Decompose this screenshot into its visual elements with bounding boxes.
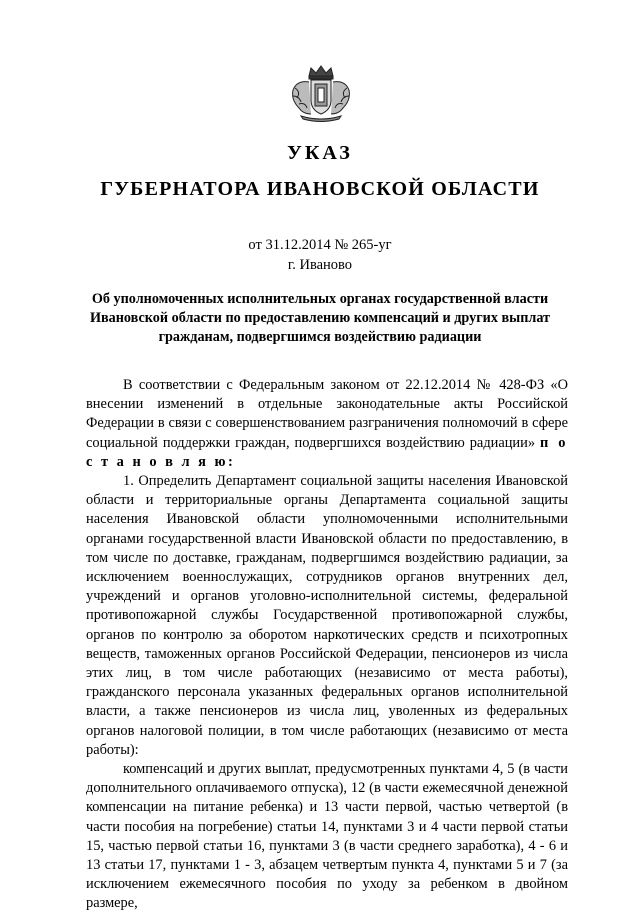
document-body [86,376,568,914]
document-subtitle: ГУБЕРНАТОРА ИВАНОВСКОЙ ОБЛАСТИ [100,178,540,200]
decree-heading: Об уполномоченных исполнительных органах государственной власти Ивановской области по предоставлению компенсаций и других выплат гражданам, подвергшимся воздействию радиации [89,291,551,345]
preamble-text: В соответствии с Федеральным законом от 22.12.2014 № 428-ФЗ «О внесении изменений в отдельные законодательные акты Российской Федерации в связи с совершенствованием разграничения полномочий в сфере социальной поддержки граждан, подвергшихся воздействию радиации» [86,377,568,451]
item-1-paragraph: 1. Определить Департамент социальной защиты населения Ивановской области и территориальные органы Департамента социальной защиты населения Ивановской области уполномоченными исполнительными органами государственной власти Ивановской области по предоставлению, в том числе по доставке, гражданам, подвергшимся воздействию радиации, за исключением военнослужащих, сотрудников органов внутренних дел, учреждений и органов уголовно-исполнительной системы, федеральной противопожарной службы Государственной противопожарной службы, органов по контролю за оборотом наркотических средств и психотропных веществ, таможенных органов Российской Федерации, пенсионеров из числа этих лиц, в том числе работающих (независимо от места работы), гражданского персонала указанных федеральных органов исполнительной власти, а также пенсионеров из числа лиц, уволенных из федеральных органов налоговой полиции, в том числе работающих (независимо от места работы): [86,473,568,758]
city-line: г. Иваново [287,257,353,273]
item-1-sub-paragraph: компенсаций и других выплат, предусмотренных пунктами 4, 5 (в части дополнительного оплачиваемого отпуска), 12 (в части ежемесячной денежной компенсации на питание ребенка) и 13 части первой, частью четвертой (в части пособия на погребение) статьи 14, пунктами 3 и 4 части первой статьи 15, частью первой статьи 16, пунктами 3 (в части среднего заработка), 4 - 6 и 13 статьи 17, пунктами 1 - 3, абзацем четвертым пункта 4, пунктами 5 и 7 (за исключением ежемесячного пособия по уходу за ребенком в двойном размере, [86,761,568,912]
preamble-paragraph [86,376,568,472]
date-number-line: от 31.12.2014 № 265-уг [248,237,392,253]
decree-word: п о с т а н о в л я ю: [86,434,568,470]
coat-of-arms-icon [287,62,355,122]
document-title: УКАЗ [287,142,353,164]
